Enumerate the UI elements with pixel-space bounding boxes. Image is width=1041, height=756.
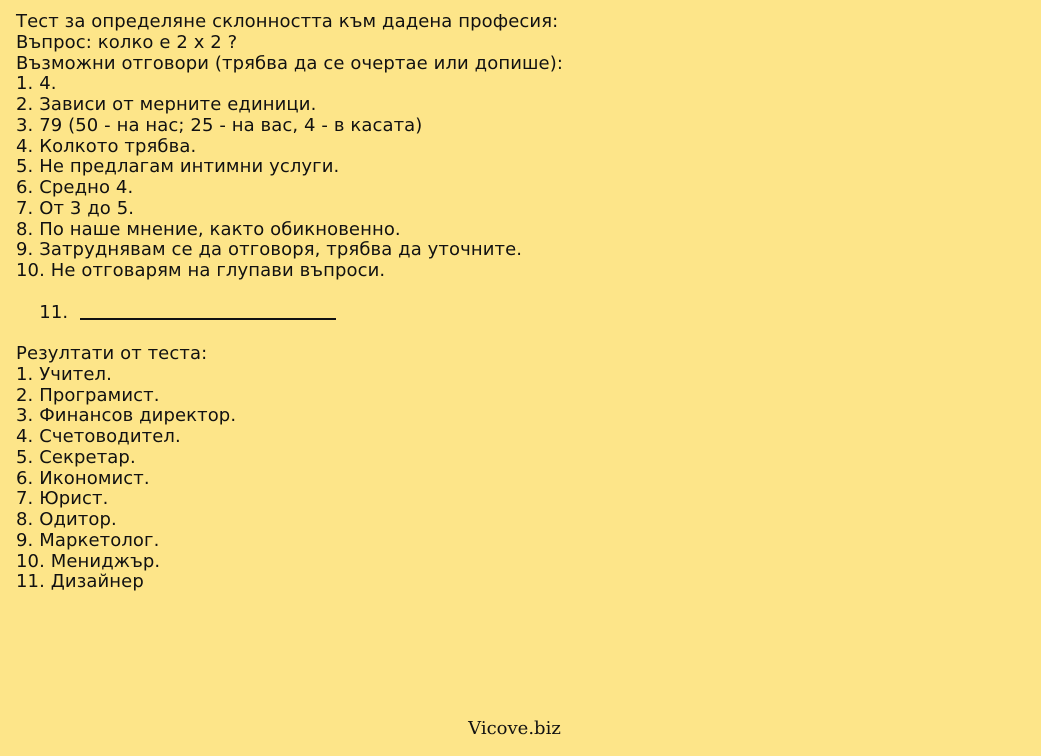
result-item: 7. Юрист. <box>16 488 109 510</box>
answer-item: 6. Средно 4. <box>16 177 134 198</box>
answer-item: 1. 4. <box>16 73 57 95</box>
result-item: 9. Маркетолог. <box>16 529 160 551</box>
joke-text-block <box>16 12 1021 593</box>
results-heading: Резултати от теста: <box>16 343 208 364</box>
answer-item-blank <box>16 282 1021 344</box>
fill-in-blank-line <box>80 317 336 320</box>
result-item: 3. Финансов директор. <box>16 405 237 427</box>
answer-item: 7. От 3 до 5. <box>16 197 135 219</box>
result-item: 8. Одитор. <box>16 509 117 530</box>
site-watermark: Vicove.biz <box>468 718 561 739</box>
answers-heading: Възможни отговори (трябва да се очертае или допише): <box>16 52 564 74</box>
answer-item: 4. Колкото трябва. <box>16 135 197 157</box>
answer-item: 8. По наше мнение, както обикновенно. <box>16 218 401 240</box>
result-item: 6. Икономист. <box>16 467 150 489</box>
question-line: Въпрос: колко е 2 х 2 ? <box>16 31 238 53</box>
result-item: 11. Дизайнер <box>16 571 144 593</box>
answer-item: 10. Не отговарям на глупави въпроси. <box>16 260 386 281</box>
result-item: 5. Секретар. <box>16 446 136 468</box>
result-item: 4. Счетоводител. <box>16 426 181 447</box>
result-item: 10. Мениджър. <box>16 550 161 572</box>
answer-blank-label: 11. <box>39 301 69 323</box>
answer-item: 9. Затруднявам се да отговоря, трябва да уточните. <box>16 239 523 261</box>
answer-item: 2. Зависи от мерните единици. <box>16 94 317 115</box>
result-item: 2. Програмист. <box>16 384 160 406</box>
result-item: 1. Учител. <box>16 363 112 385</box>
test-title: Тест за определяне склонността към дадена професия: <box>16 11 559 32</box>
answer-item: 3. 79 (50 - на нас; 25 - на вас, 4 - в касата) <box>16 114 423 136</box>
answer-item: 5. Не предлагам интимни услуги. <box>16 156 340 178</box>
